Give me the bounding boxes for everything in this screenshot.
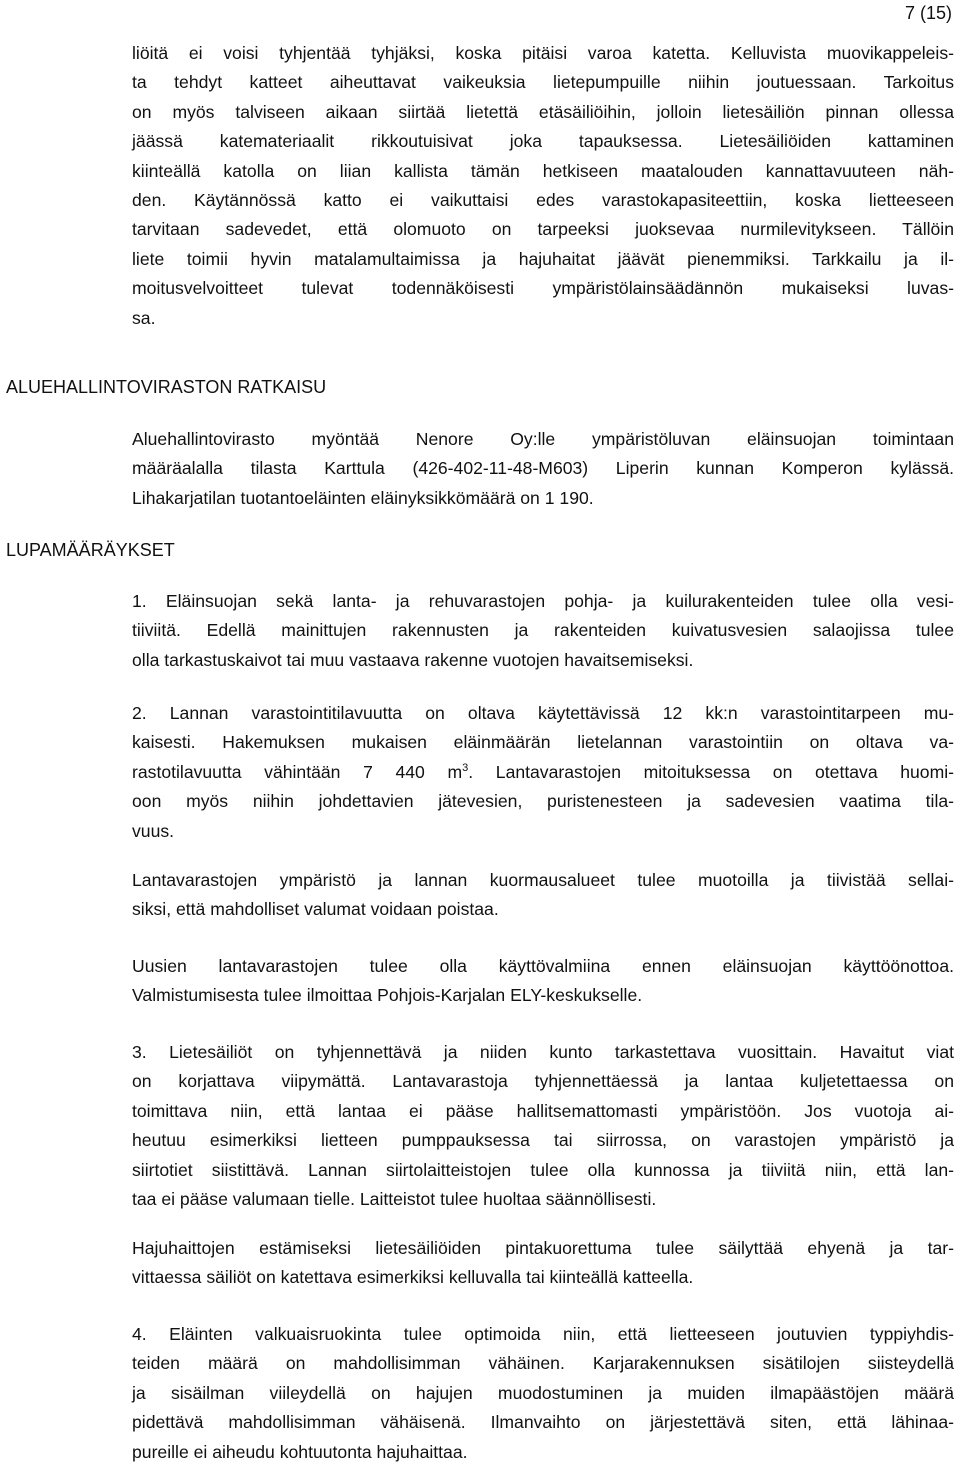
- text-line: oon myös niihin johdettavien jätevesien, puristenesteen ja sadevesien vaatima tila-: [132, 791, 954, 812]
- text-line: heutuu esimerkiksi lietteen pumppauksessa tai siirrossa, on varastojen ympäristö ja: [132, 1130, 954, 1151]
- text-line: Lihakarjatilan tuotantoeläinten eläinyksikkömäärä on 1 190.: [132, 487, 594, 508]
- text-line: ja sisäilman viileydellä on hajujen muodostuminen ja muiden ilmapäästöjen määrä: [132, 1382, 954, 1403]
- condition-1: [132, 587, 954, 675]
- text-line-with-superscript: [132, 758, 954, 787]
- text-line: 3. Lietesäiliöt on tyhjennettävä ja niiden kunto tarkastettava vuosittain. Havaitut viat: [132, 1042, 954, 1062]
- text-line: ta tehdyt katteet aiheuttavat vaikeuksia lietepumpuille niihin joutuessaan. Tarkoitus: [132, 72, 954, 93]
- text-line: siirtotiet siistittävä. Lannan siirtolaitteistojen tulee olla kunnossa ja tiiviitä niin, että lan-: [132, 1159, 954, 1180]
- text-line: teiden määrä on mahdollisimman vähäinen. Karjarakennuksen sisätilojen siisteydellä: [132, 1353, 954, 1374]
- text-line: kaisesti. Hakemuksen mukaisen eläinmäärän lietelannan varastointiin on oltava va-: [132, 732, 954, 753]
- text-line: Hajuhaittojen estämiseksi lietesäiliöiden pintakuorettuma tulee säilyttää ehyenä ja tar-: [132, 1238, 954, 1258]
- text-line: pidettävä mahdollisimman vähäisenä. Ilmanvaihto on järjestettävä siten, että lähinaa-: [132, 1412, 954, 1433]
- text-line: tarvitaan sadevedet, että olomuoto on tarpeeksi juoksevaa nurmilevitykseen. Tällöin: [132, 219, 954, 240]
- text-line: toimittava niin, että lantaa ei pääse hallitsemattomasti ympäristöön. Jos vuotoja ai-: [132, 1100, 954, 1121]
- text-line: 1. Eläinsuojan sekä lanta- ja rehuvarastojen pohja- ja kuilurakenteiden tulee olla vesi-: [132, 591, 954, 611]
- text-line: on myös talviseen aikaan siirtää lietettä etäsäiliöihin, jolloin lietesäiliön pinnan ollessa: [132, 101, 954, 122]
- new-storage-paragraph: [132, 952, 954, 1011]
- intro-paragraph: [132, 39, 954, 333]
- section-heading-ratkaisu: ALUEHALLINTOVIRASTON RATKAISU: [6, 377, 327, 397]
- surroundings-paragraph: [132, 866, 954, 925]
- text-line: pureille ei aiheudu kohtuutonta hajuhaittaa.: [132, 1441, 468, 1462]
- text-line: Valmistumisesta tulee ilmoittaa Pohjois-Karjalan ELY-keskukselle.: [132, 985, 643, 1006]
- text-line: den. Käytännössä katto ei vaikuttaisi edes varastokapasiteettiin, koska lietteeseen: [132, 189, 954, 210]
- condition-4: [132, 1320, 954, 1467]
- condition-2: [132, 699, 954, 846]
- text-line: määräalalla tilasta Karttula (426-402-11-48-M603) Liperin kunnan Komperon kylässä.: [132, 458, 954, 479]
- text-line: 4. Eläinten valkuaisruokinta tulee optimoida niin, että lietteeseen joutuvien typpiyhdis-: [132, 1324, 954, 1344]
- decision-paragraph: [132, 425, 954, 513]
- text-line: sa.: [132, 307, 156, 328]
- page-number: 7 (15): [904, 3, 952, 23]
- text-line: Uusien lantavarastojen tulee olla käyttövalmiina ennen eläinsuojan käyttöönottoa.: [132, 956, 954, 976]
- text-line: liöitä ei voisi tyhjentää tyhjäksi, koska pitäisi varoa katetta. Kelluvista muovikappeleis-: [132, 43, 954, 63]
- text-line: vittaessa säiliöt on katettava esimerkiksi kelluvalla tai kiinteällä katteella.: [132, 1267, 694, 1288]
- text-line: Aluehallintovirasto myöntää Nenore Oy:lle ympäristöluvan eläinsuojan toimintaan: [132, 429, 954, 449]
- text-line: taa ei pääse valumaan tielle. Laitteistot tulee huoltaa säännöllisesti.: [132, 1188, 657, 1209]
- text-line: olla tarkastuskaivot tai muu vastaava rakenne vuotojen havaitsemiseksi.: [132, 649, 694, 670]
- odour-paragraph: [132, 1234, 954, 1293]
- text-line: moitusvelvoitteet tulevat todennäköisesti ympäristölainsäädännön mukaiseksi luvas-: [132, 278, 954, 299]
- text-line: 2. Lannan varastointitilavuutta on oltava käytettävissä 12 kk:n varastointitarpeen mu-: [132, 703, 954, 723]
- text-line: siksi, että mahdolliset valumat voidaan poistaa.: [132, 899, 499, 920]
- superscript: 3: [462, 761, 469, 774]
- text-fragment: rastotilavuutta vähintään 7 440 m: [132, 761, 463, 782]
- text-line: vuus.: [132, 820, 175, 841]
- text-line: tiiviitä. Edellä mainittujen rakennusten ja rakenteiden kuivatusvesien salaojissa tulee: [132, 620, 954, 641]
- condition-3: [132, 1038, 954, 1214]
- text-line: on korjattava viipymättä. Lantavarastoja tyhjennettäessä ja lantaa kuljetettaessa on: [132, 1071, 954, 1092]
- text-line: Lantavarastojen ympäristö ja lannan kuormausalueet tulee muotoilla ja tiivistää sellai-: [132, 870, 954, 890]
- text-line: liete toimii hyvin matalamultaimissa ja hajuhaitat jäävät pienemmiksi. Tarkkailu ja il-: [132, 248, 954, 269]
- text-fragment: . Lantavarastojen mitoituksessa on otettava huomi-: [468, 761, 954, 782]
- section-heading-lupamaaraykset: LUPAMÄÄRÄYKSET: [6, 540, 175, 560]
- text-line: jäässä katemateriaalit rikkoutuisivat joka tapauksessa. Lietesäiliöiden kattaminen: [132, 131, 954, 152]
- text-line: kiinteällä katolla on liian kallista tämän hetkiseen maatalouden kannattavuuteen näh-: [132, 160, 954, 181]
